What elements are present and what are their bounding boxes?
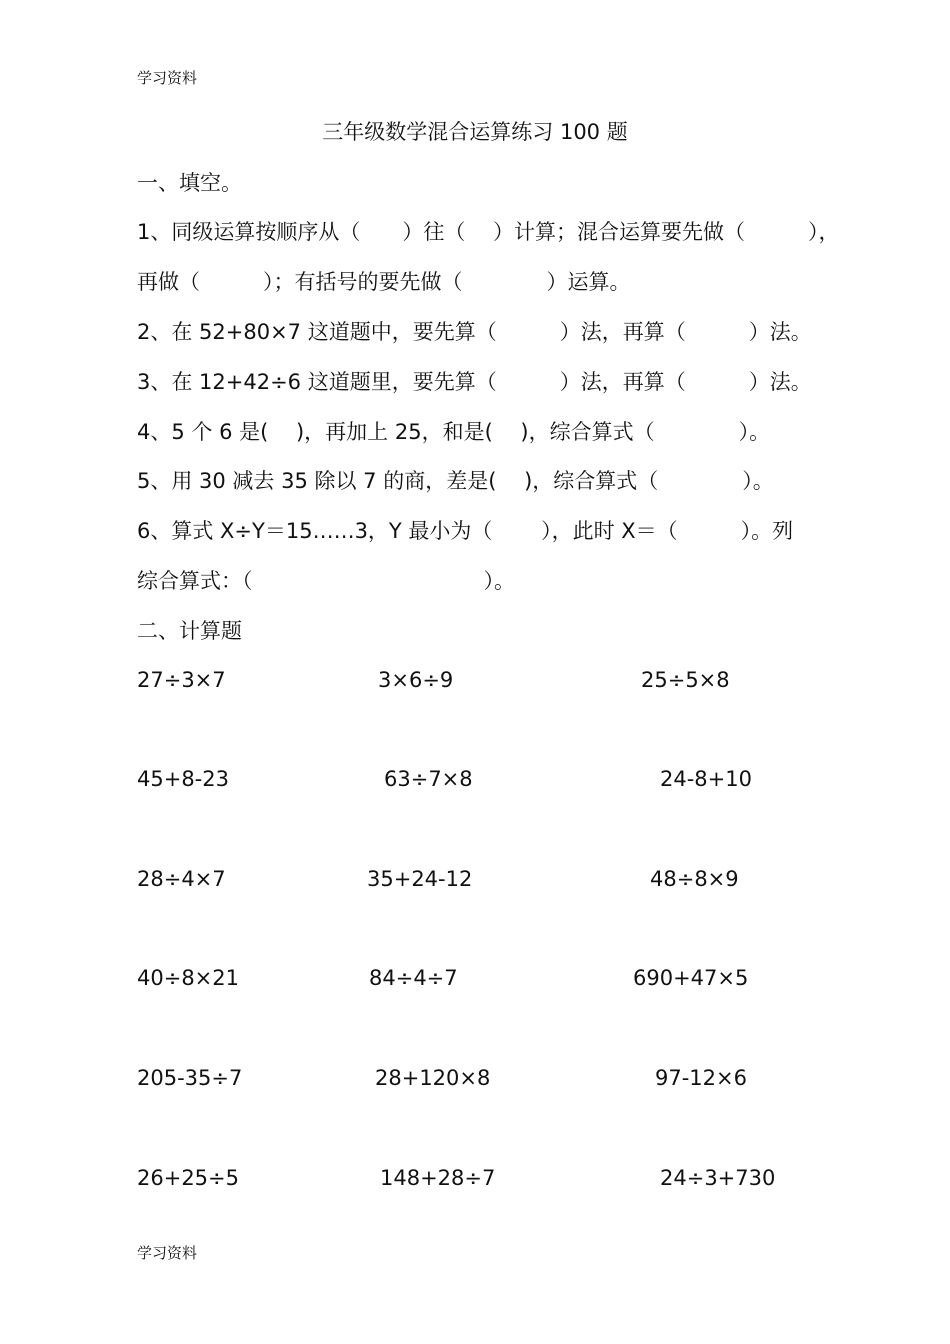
calc-problem: 48÷8×9	[650, 867, 739, 891]
page-header-label: 学习资料	[137, 69, 198, 87]
calc-problem: 3×6÷9	[378, 668, 454, 692]
fill-blank-q4: 4、5 个 6 是( )，再加上 25，和是( )，综合算式（ ）。	[137, 420, 771, 444]
calc-problem: 28÷4×7	[137, 867, 226, 891]
fill-blank-q1-line2: 再做（ ）；有括号的要先做（ ）运算。	[137, 270, 631, 294]
calc-problem: 35+24-12	[367, 867, 473, 891]
calc-problem: 148+28÷7	[380, 1166, 496, 1190]
calc-problem: 24÷3+730	[660, 1166, 776, 1190]
calc-problem: 25÷5×8	[641, 668, 730, 692]
fill-blank-q1-line1: 1、同级运算按顺序从（ ）往（ ）计算；混合运算要先做（ ），	[137, 220, 840, 244]
fill-blank-q6-line2: 综合算式：（ ）。	[137, 569, 515, 593]
calc-problem: 690+47×5	[633, 966, 749, 990]
page-footer-label: 学习资料	[137, 1244, 198, 1262]
calc-problem: 27÷3×7	[137, 668, 226, 692]
calc-problem: 97-12×6	[655, 1066, 747, 1090]
fill-blank-q6-line1: 6、算式 X÷Y＝15……3，Y 最小为（ ），此时 X＝（ ）。列	[137, 519, 794, 543]
calc-problem: 26+25÷5	[137, 1166, 239, 1190]
section-fill-blank-heading: 一、填空。	[137, 171, 242, 195]
calc-problem: 40÷8×21	[137, 966, 239, 990]
fill-blank-q5: 5、用 30 减去 35 除以 7 的商，差是( )，综合算式（ ）。	[137, 469, 774, 493]
section-calculation-heading: 二、计算题	[137, 619, 242, 643]
fill-blank-q2: 2、在 52+80×7 这道题中，要先算（ ）法，再算（ ）法。	[137, 320, 812, 344]
fill-blank-q3: 3、在 12+42÷6 这道题里，要先算（ ）法，再算（ ）法。	[137, 370, 812, 394]
calc-problem: 45+8-23	[137, 767, 229, 791]
document-title: 三年级数学混合运算练习 100 题	[322, 120, 628, 144]
calc-problem: 28+120×8	[375, 1066, 491, 1090]
calc-problem: 205-35÷7	[137, 1066, 243, 1090]
calc-problem: 63÷7×8	[384, 767, 473, 791]
calc-problem: 24-8+10	[660, 767, 752, 791]
calc-problem: 84÷4÷7	[369, 966, 458, 990]
